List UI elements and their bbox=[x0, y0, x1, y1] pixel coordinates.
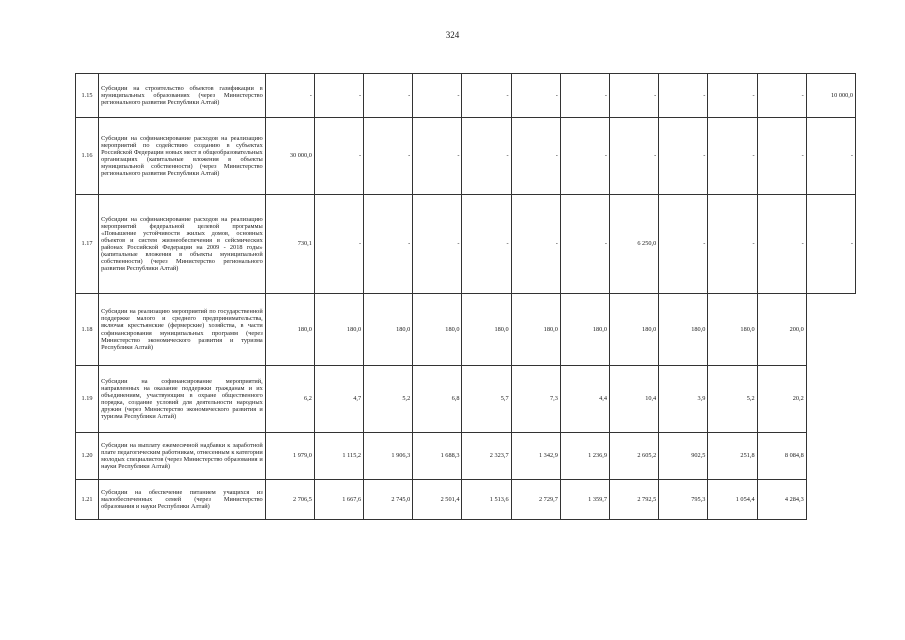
value-cell: 2 706,5 bbox=[265, 480, 314, 520]
value-cell: - bbox=[511, 195, 560, 294]
value-cell: 3,9 bbox=[659, 366, 708, 433]
row-description: Субсидии на обеспечение питанием учащихся из малообеспеченных семей (через Министерство образования и науки Республики Алтай) bbox=[99, 480, 266, 520]
value-cell: 180,0 bbox=[314, 294, 363, 366]
value-cell: 2 745,0 bbox=[364, 480, 413, 520]
value-cell: - bbox=[708, 74, 757, 118]
value-cell: 2 792,5 bbox=[610, 480, 659, 520]
row-number: 1.21 bbox=[76, 480, 99, 520]
value-cell: - bbox=[659, 74, 708, 118]
value-cell: 1 906,3 bbox=[364, 433, 413, 480]
value-cell: 180,0 bbox=[462, 294, 511, 366]
value-cell: 730,1 bbox=[265, 195, 314, 294]
value-cell: 2 501,4 bbox=[413, 480, 462, 520]
value-cell: - bbox=[560, 195, 609, 294]
value-cell: 180,0 bbox=[610, 294, 659, 366]
value-cell: - bbox=[314, 195, 363, 294]
value-cell: 6,8 bbox=[413, 366, 462, 433]
value-cell: 795,3 bbox=[659, 480, 708, 520]
value-cell: - bbox=[708, 195, 757, 294]
value-cell: - bbox=[314, 74, 363, 118]
row-number: 1.16 bbox=[76, 118, 99, 195]
row-description: Субсидии на софинансирование расходов на реализацию мероприятий по содействию созданию в субъектах Российской Федерации новых мест в общеобразовательных организациях (капитальные вложения в объекты муниципальной собственности) (через Министерство регионального развития Республики Алтай) bbox=[99, 118, 266, 195]
value-cell: 30 000,0 bbox=[265, 118, 314, 195]
value-cell: 180,0 bbox=[708, 294, 757, 366]
table-row bbox=[76, 294, 856, 366]
value-cell: 4,7 bbox=[314, 366, 363, 433]
table-row bbox=[76, 195, 856, 294]
value-cell: - bbox=[364, 118, 413, 195]
row-description: Субсидии на реализацию мероприятий по государственной поддержке малого и среднего предпринимательства, включая крестьянские (фермерские) хозяйства, в части софинансирования муниципальных программ (через Министерство экономического развития и туризма Республики Алтай) bbox=[99, 294, 266, 366]
value-cell: - bbox=[413, 118, 462, 195]
value-cell: 1 359,7 bbox=[560, 480, 609, 520]
value-cell: - bbox=[610, 74, 659, 118]
row-description: Субсидии на строительство объектов газификации в муниципальных образованиях (через Министерство регионального развития Республики Алтай) bbox=[99, 74, 266, 118]
value-cell: 6,2 bbox=[265, 366, 314, 433]
value-cell: - bbox=[659, 195, 708, 294]
value-cell: 10,4 bbox=[610, 366, 659, 433]
value-cell: - bbox=[462, 74, 511, 118]
value-cell: 20,2 bbox=[757, 366, 806, 433]
row-number: 1.17 bbox=[76, 195, 99, 294]
value-cell: - bbox=[462, 195, 511, 294]
value-cell: 4,4 bbox=[560, 366, 609, 433]
table-row bbox=[76, 366, 856, 433]
value-cell: 5,7 bbox=[462, 366, 511, 433]
budget-table bbox=[75, 73, 856, 520]
row-number: 1.18 bbox=[76, 294, 99, 366]
value-cell: 4 284,3 bbox=[757, 480, 806, 520]
value-cell: - bbox=[462, 118, 511, 195]
row-number: 1.20 bbox=[76, 433, 99, 480]
value-cell: 8 084,8 bbox=[757, 433, 806, 480]
table-row bbox=[76, 433, 856, 480]
value-cell: - bbox=[757, 118, 806, 195]
value-cell: 2 323,7 bbox=[462, 433, 511, 480]
value-cell: 7,3 bbox=[511, 366, 560, 433]
row-description: Субсидии на выплату ежемесячной надбавки к заработной плате педагогическим работникам, отнесенным к категории молодых специалистов (через Министерство образования и науки Республики Алтай) bbox=[99, 433, 266, 480]
value-cell: - bbox=[806, 118, 855, 195]
value-cell: 180,0 bbox=[560, 294, 609, 366]
value-cell: - bbox=[610, 118, 659, 195]
value-cell: 2 605,2 bbox=[610, 433, 659, 480]
value-cell: 5,2 bbox=[708, 366, 757, 433]
table-row bbox=[76, 118, 856, 195]
page-number: 324 bbox=[445, 30, 460, 40]
value-cell: 180,0 bbox=[511, 294, 560, 366]
table-row bbox=[76, 480, 856, 520]
value-cell: - bbox=[511, 74, 560, 118]
value-cell: 200,0 bbox=[757, 294, 806, 366]
value-cell: 180,0 bbox=[364, 294, 413, 366]
value-cell: 251,8 bbox=[708, 433, 757, 480]
value-cell: 2 729,7 bbox=[511, 480, 560, 520]
value-cell: 6 250,0 bbox=[610, 195, 659, 294]
value-cell: - bbox=[511, 118, 560, 195]
value-cell: - bbox=[560, 74, 609, 118]
value-cell: - bbox=[413, 74, 462, 118]
value-cell: 1 236,9 bbox=[560, 433, 609, 480]
row-number: 1.15 bbox=[76, 74, 99, 118]
row-number: 1.19 bbox=[76, 366, 99, 433]
row-description: Субсидии на софинансирование мероприятий, направленных на оказание поддержки гражданам и их объединениям, участвующим в охране общественного порядка, создание условий для деятельности народных дружин (через Министерство экономического развития и туризма Республики Алтай) bbox=[99, 366, 266, 433]
value-cell: 180,0 bbox=[659, 294, 708, 366]
value-cell: - bbox=[265, 74, 314, 118]
value-cell: - bbox=[757, 195, 806, 294]
value-cell: 5,2 bbox=[364, 366, 413, 433]
value-cell: 1 667,6 bbox=[314, 480, 363, 520]
value-cell: - bbox=[364, 195, 413, 294]
value-cell: - bbox=[560, 118, 609, 195]
value-cell: - bbox=[413, 195, 462, 294]
value-cell: - bbox=[364, 74, 413, 118]
value-cell: 10 000,0 bbox=[806, 74, 855, 118]
value-cell: 180,0 bbox=[413, 294, 462, 366]
row-description: Субсидии на софинансирование расходов на реализацию мероприятий федеральной целевой программы «Повышение устойчивости жилых домов, основных объектов и систем жизнеобеспечения в сейсмических районах Российской Федерации на 2009 - 2018 годы» (капитальные вложения в объекты муниципальной собственности) (через Министерство регионального развития Республики Алтай) bbox=[99, 195, 266, 294]
value-cell: - bbox=[708, 118, 757, 195]
value-cell: - bbox=[757, 74, 806, 118]
value-cell: 1 115,2 bbox=[314, 433, 363, 480]
value-cell: 1 342,9 bbox=[511, 433, 560, 480]
value-cell: 1 979,0 bbox=[265, 433, 314, 480]
value-cell: 1 688,3 bbox=[413, 433, 462, 480]
table-row bbox=[76, 74, 856, 118]
value-cell: 902,5 bbox=[659, 433, 708, 480]
value-cell: 1 513,6 bbox=[462, 480, 511, 520]
value-cell: - bbox=[806, 195, 855, 294]
value-cell: 180,0 bbox=[265, 294, 314, 366]
value-cell: - bbox=[659, 118, 708, 195]
value-cell: - bbox=[314, 118, 363, 195]
value-cell: 1 054,4 bbox=[708, 480, 757, 520]
